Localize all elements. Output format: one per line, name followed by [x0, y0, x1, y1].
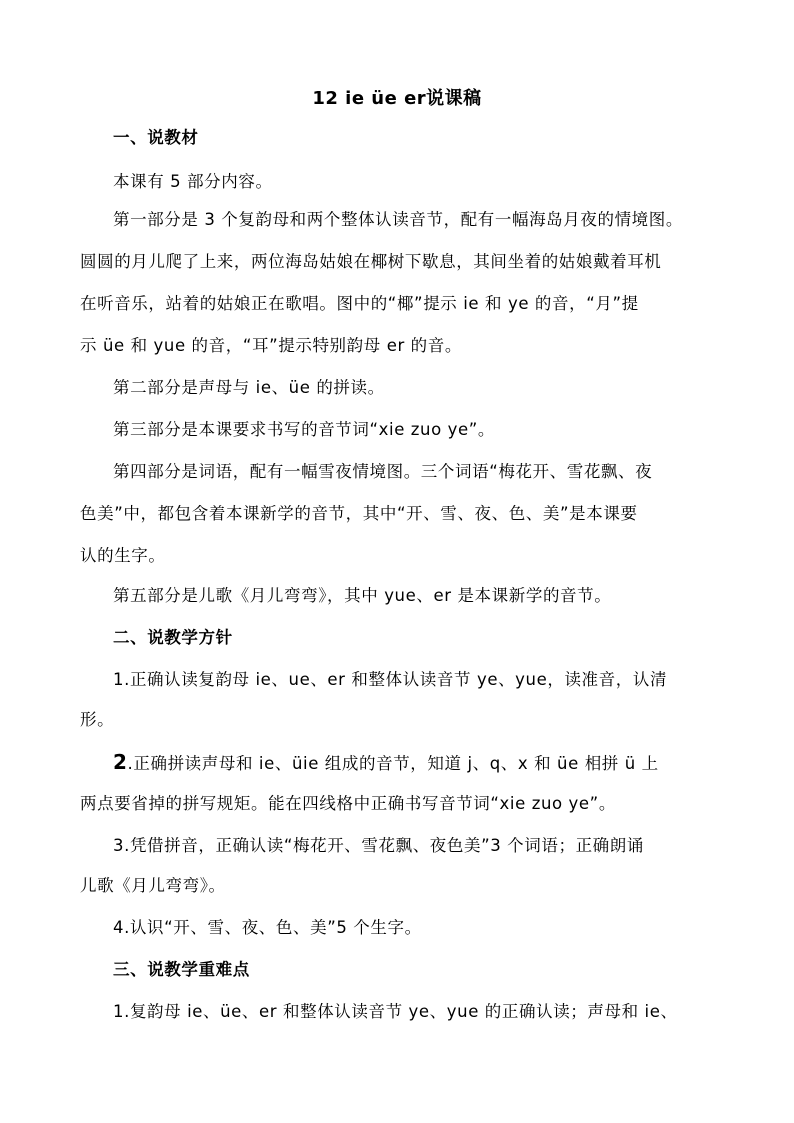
paragraph-line: 第四部分是词语，配有一幅雪夜情境图。三个词语“梅花开、雪花飘、夜	[113, 462, 653, 481]
paragraph-line: 示 üe 和 yue 的音，“耳”提示特别韵母 er 的音。	[80, 336, 462, 355]
paragraph-line: 第一部分是 3 个复韵母和两个整体认读音节，配有一幅海岛月夜的情境图。	[113, 210, 683, 229]
section-heading-1: 一、说教材	[113, 128, 199, 147]
paragraph-line: 色美”中，都包含着本课新学的音节，其中“开、雪、夜、色、美”是本课要	[80, 504, 638, 523]
paragraph-line: 两点要省掉的拼写规矩。能在四线格中正确书写音节词“xie zuo ye”。	[80, 794, 616, 813]
section-heading-2: 二、说教学方针	[113, 628, 233, 647]
paragraph-line: 第二部分是声母与 ie、üe 的拼读。	[113, 378, 385, 397]
paragraph-line: 1.复韵母 ie、üe、er 和整体认读音节 ye、yue 的正确认读；声母和 ie、	[113, 1002, 678, 1021]
section-heading-3: 三、说教学重难点	[113, 960, 250, 979]
paragraph-line: 儿歌《月儿弯弯》。	[80, 876, 226, 895]
paragraph-line	[113, 751, 659, 775]
paragraph-line: 在听音乐，站着的姑娘正在歌唱。图中的“椰”提示 ie 和 ye 的音，“月”提	[80, 294, 639, 313]
paragraph-line: 圆圆的月儿爬了上来，两位海岛姑娘在椰树下歇息，其间坐着的姑娘戴着耳机	[80, 252, 662, 271]
paragraph-text: .正确拼读声母和 ie、üie 组成的音节，知道 j、q、x 和 üe 相拼 ü 上	[127, 754, 659, 773]
paragraph-line: 4.认识“开、雪、夜、色、美”5 个生字。	[113, 918, 422, 937]
paragraph-line: 形。	[80, 710, 115, 729]
paragraph-line: 第五部分是儿歌《月儿弯弯》，其中 yue、er 是本课新学的音节。	[113, 586, 612, 605]
paragraph-line: 3.凭借拼音，正确认读“梅花开、雪花飘、夜色美”3 个词语；正确朗诵	[113, 836, 644, 855]
paragraph-line: 第三部分是本课要求书写的音节词“xie zuo ye”。	[113, 420, 496, 439]
paragraph-line: 1.正确认读复韵母 ie、ue、er 和整体认读音节 ye、yue，读准音，认清	[113, 670, 668, 689]
paragraph-line: 认的生字。	[80, 546, 166, 565]
document-title: 12 ie üe er说课稿	[312, 88, 482, 109]
paragraph-line: 本课有 5 部分内容。	[113, 172, 273, 191]
list-number: 2	[113, 750, 128, 774]
